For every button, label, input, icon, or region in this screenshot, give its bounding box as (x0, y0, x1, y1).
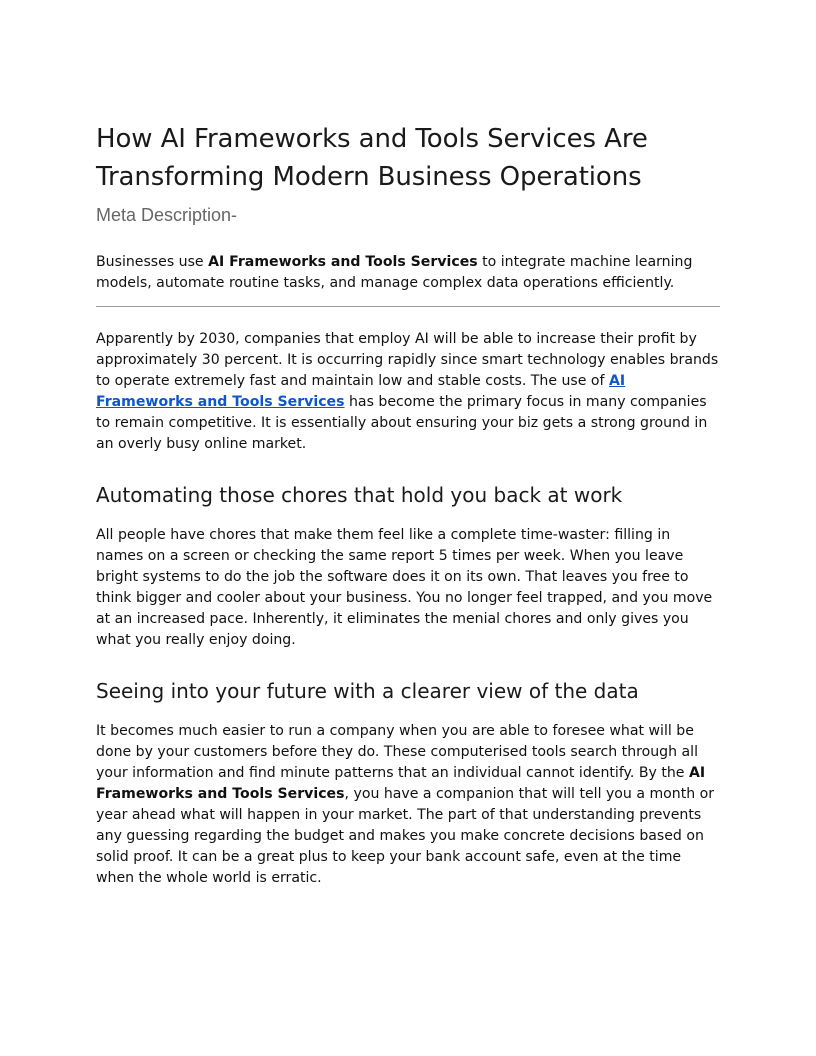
intro-prefix: Businesses use (96, 254, 209, 270)
section-body-future-data (96, 721, 720, 889)
future-data-prefix: It becomes much easier to run a company when you are able to foresee what will be done by your customers before they do. These computerised tools search through all your information and find minute patterns that an individual cannot identify. By the (96, 723, 699, 781)
future-data-bold-keyword: AI Frameworks and Tools Services (96, 765, 706, 802)
intro-bold-keyword: AI Frameworks and Tools Services (208, 254, 478, 270)
future-data-suffix: , you have a companion that will tell you a month or year ahead what will happen in your market. The part of that understanding prevents any guessing regarding the budget and makes you make concrete decisions based on solid proof. It can be a great plus to keep your bank account safe, even at the time when the whole world is erratic. (96, 786, 715, 886)
intro-suffix: to integrate machine learning models, automate routine tasks, and manage complex data operations efficiently. (96, 254, 693, 291)
opening-paragraph (96, 329, 720, 455)
intro-paragraph (96, 252, 720, 294)
section-heading-future-data: Seeing into your future with a clearer view of the data (96, 679, 639, 703)
page-title: How AI Frameworks and Tools Services Are Transforming Modern Business Operations (96, 124, 648, 192)
section-body-automating: All people have chores that make them feel like a complete time-waster: filling in names on a screen or checking the same report 5 times per week. When you leave bright systems to do the job the software does it on its own. That leaves you free to think bigger and cooler about your business. You no longer feel trapped, and you move at an increased pace. Inherently, it eliminates the menial chores and only gives you what you really enjoy doing. (96, 527, 713, 648)
horizontal-divider (96, 306, 720, 307)
meta-description-label: Meta Description- (96, 205, 238, 225)
ai-frameworks-link[interactable]: AI Frameworks and Tools Services (96, 373, 626, 410)
section-heading-automating: Automating those chores that hold you back at work (96, 483, 623, 507)
opening-suffix: has become the primary focus in many companies to remain competitive. It is essentially about ensuring your biz gets a strong ground in an overly busy online market. (96, 394, 708, 452)
opening-prefix: Apparently by 2030, companies that employ AI will be able to increase their profit by approximately 30 percent. It is occurring rapidly since smart technology enables brands to operate extremely fast and maintain low and stable costs. The use of (96, 331, 719, 389)
document-page (96, 120, 720, 889)
